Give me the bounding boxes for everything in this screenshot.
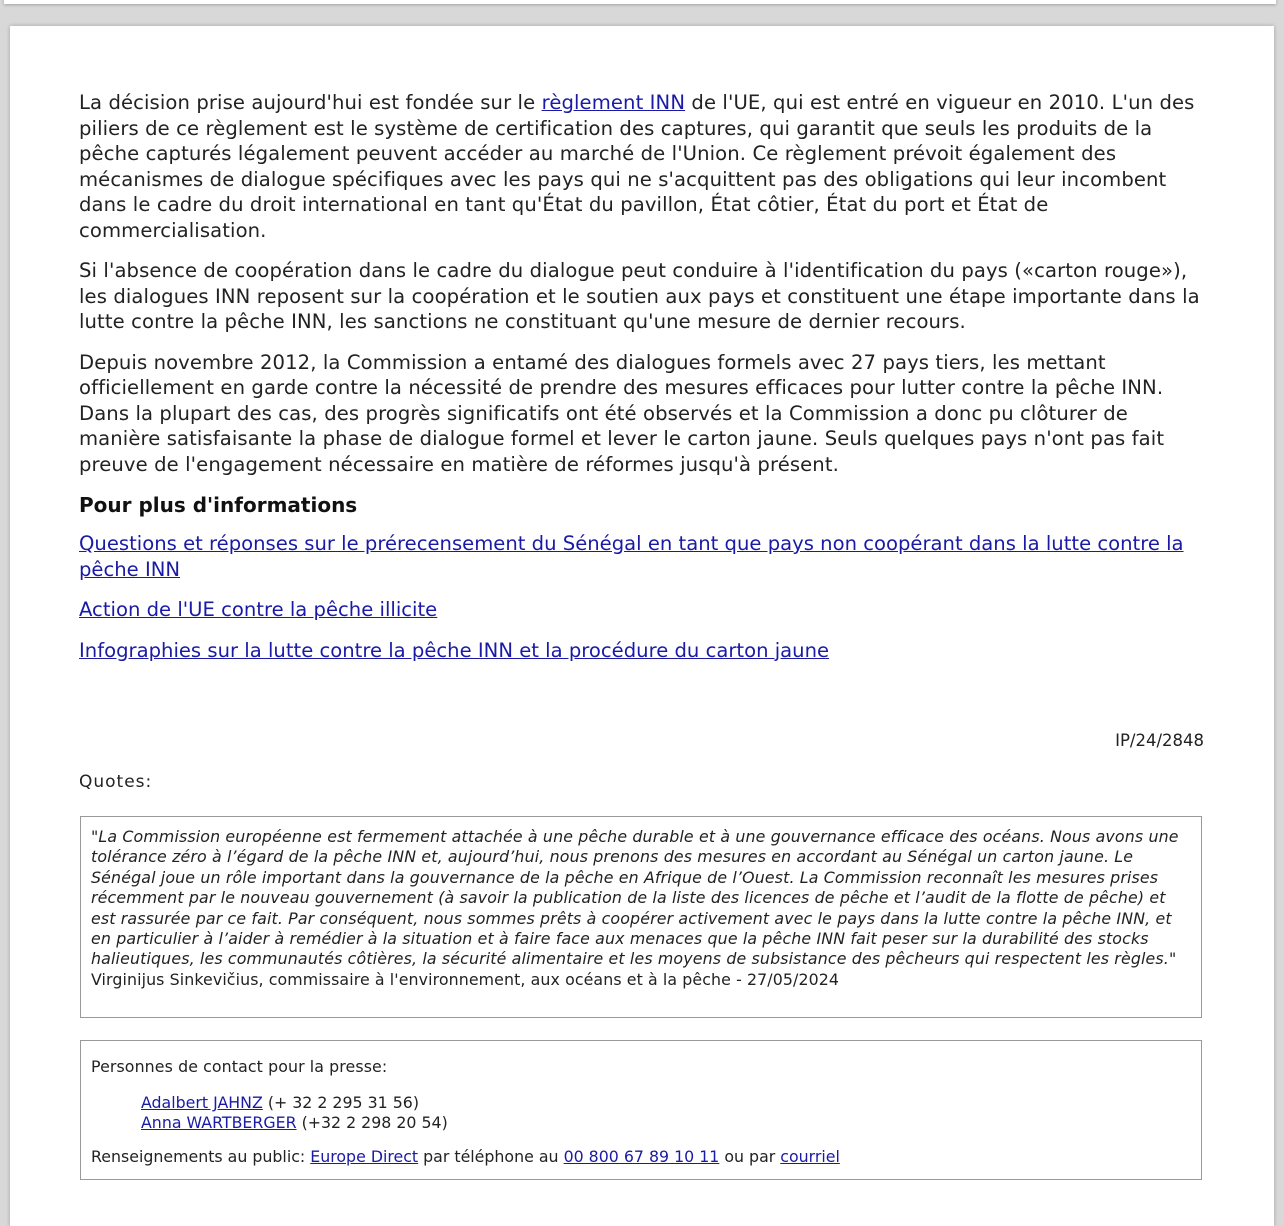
inn-regulation-link[interactable]: règlement INN [541,91,686,114]
link-eu-action-illegal-fishing[interactable]: Action de l'UE contre la pêche illicite [79,598,438,621]
press-contact-list [141,1093,1191,1133]
link-infographics-yellow-card[interactable]: Infographies sur la lutte contre la pêche INN et la procédure du carton jaune [79,638,830,662]
contact-phone: (+ 32 2 295 31 56) [262,1093,419,1112]
more-info-heading: Pour plus d'informations [79,493,358,517]
public-info-line: Renseignements au public: Europe Direct par téléphone au 00 800 67 89 10 11 ou par courriel [91,1147,840,1166]
paragraph-cooperation: Si l'absence de coopération dans le cadre du dialogue peut conduire à l'identification du pays («carton rouge»), les dialogues INN reposent sur la coopération et le soutien aux pays et constituent une étape importante dans la lutte contre la pêche INN, les sanctions ne constituant qu'une mesure de dernier recours. [79,259,1200,333]
quote-author: Virginijus Sinkevičius, commissaire à l'environnement, aux océans et à la pêche - 27/05/2024 [91,969,840,989]
quote-text: "La Commission européenne est fermement attachée à une pêche durable et à une gouvernance efficace des océans. Nous avons une tolérance zéro à l’égard de la pêche INN et, aujourd’hui, nous prenons des mesures en accordant au Sénégal un carton jaune. Le Sénégal joue un rôle important dans la gouvernance de la pêche en Afrique de l’Ouest. La Commission reconnaît les mesures prises récemment par le nouveau gouvernement (à savoir la publication de la liste des licences de pêche et l’audit de la flotte de pêche) et est rassurée par ce fait. Par conséquent, nous sommes prêts à coopérer activement avec le pays dans la lutte contre la pêche INN, et en particulier à l’aider à remédier à la situation et à faire face aux menaces que la pêche INN fait peser sur la durabilité des stocks halieutiques, les communautés côtières, la sécurité alimentaire et les moyens de subsistance des pêcheurs qui respectent les règles." [91,827,1179,969]
press-release-reference: IP/24/2848 [1115,731,1204,750]
contact-link-wartberger[interactable]: Anna WARTBERGER [141,1113,297,1132]
contact-item [141,1113,1191,1133]
previous-page-edge [4,0,1276,4]
quote-box [80,816,1202,1018]
contact-phone: (+32 2 298 20 54) [296,1113,448,1132]
press-contacts-heading: Personnes de contact pour la presse: [91,1057,388,1076]
press-contact-box [80,1040,1202,1180]
phone-link[interactable]: 00 800 67 89 10 11 [563,1147,720,1166]
paragraph-dialogues: Depuis novembre 2012, la Commission a entamé des dialogues formels avec 27 pays tiers, les mettant officiellement en garde contre la nécessité de prendre des mesures efficaces pour lutter contre la pêche INN. Dans la plupart des cas, des progrès significatifs ont été observés et la Commission a donc pu clôturer de manière satisfaisante la phase de dialogue formel et lever le carton jaune. Seuls quelques pays n'ont pas fait preuve de l'engagement nécessaire en matière de réformes jusqu'à présent. [79,350,1165,476]
document-page[interactable] [10,26,1274,1226]
europe-direct-link[interactable]: Europe Direct [310,1147,419,1166]
document-body [79,90,1205,678]
contact-item [141,1093,1191,1113]
link-qa-senegal[interactable]: Questions et réponses sur le prérecensement du Sénégal en tant que pays non coopérant dans la lutte contre la pêche INN [79,532,1184,581]
more-info-links [79,531,1205,663]
contact-link-jahnz[interactable]: Adalbert JAHNZ [141,1093,263,1112]
paragraph-inn-regulation: La décision prise aujourd'hui est fondée sur le règlement INN de l'UE, qui est entré en vigueur en 2010. L'un des piliers de ce règlement est le système de certification des captures, qui garantit que seuls les produits de la pêche capturés légalement peuvent accéder au marché de l'Union. Ce règlement prévoit également des mécanismes de dialogue spécifiques avec les pays qui ne s'acquittent pas des obligations qui leur incombent dans le cadre du droit international en tant qu'État du pavillon, État côtier, État du port et État de commercialisation. [79,91,1195,242]
quotes-label: Quotes: [79,772,153,792]
email-link[interactable]: courriel [780,1147,840,1166]
